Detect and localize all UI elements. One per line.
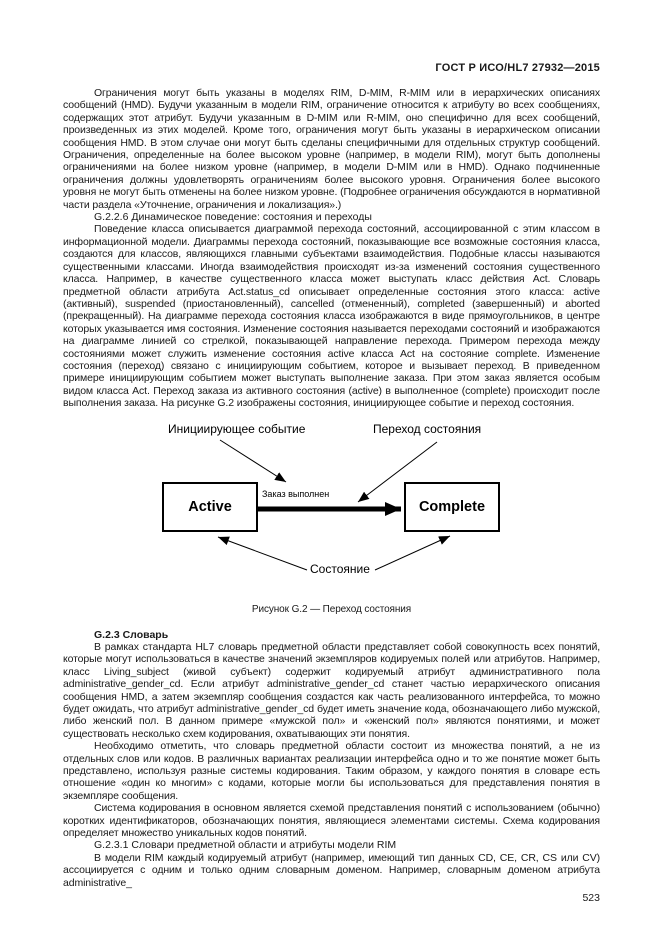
paragraph-constraints: Ограничения могут быть указаны в моделях RIM, D-MIM, R-MIM или в иерархических описаниях сообщений (HMD). Будучи указанным в модели RIM, ограничение относится к атрибуту во всех сообщениях, содержащих этот атрибут. Будучи указанным в D-MIM или R-MIM, оно специфично для всех сообщений, произведенных из этих моделей. Кроме того, ограничения могут быть указаны в иерархическом описании сообщения HMD. В этом случае они могут быть сделаны специфичными для отдельных структур сообщений. Ограничения, определенные на более высоком уровне (например, в модели RIM), могут быть дополнены ограничениями на более низком уровне (например, в модели D-MIM или в HMD). Однако подчиненные ограничения должны удовлетворять ограничениям более высокого уровня. Ограничения более высокого уровня не могут быть отменены на более низком уровне. (Подробнее ограничения обсуждаются в нормативной части раздела «Уточнение, ограничения и локализация».) (63, 87, 600, 211)
paragraph-coding-system: Система кодирования в основном является схемой представления понятий с использованием (обычно) коротких идентификаторов, обозначающих понятия, являющиеся элементами системы. Схема кодирования определяет множество уникальных кодов понятий. (63, 802, 600, 840)
paragraph-behavior: Поведение класса описывается диаграммой перехода состояний, ассоциированной с этим классом в информационной модели. Диаграммы перехода состояний, показывающие все возможные состояния класса, создаются для классов, являющихся главными субъектами взаимодействия. Подобные классы называются существенными классами. Иногда взаимодействия происходят из-за изменений состояния существенного класса. Например, в качестве существенного класса может выступать класс действия Act. Словарь предметной области атрибута Act.status_cd описывает определенные состояния этого класса: active (активный), suspended (приостановленный), cancelled (отмененный), completed (завершенный) и aborted (прекращенный). На диаграмме перехода состояния класса изображаются в виде прямоугольников, в центре которых указывается имя состояния. Изменение состояния называется переходами состояний и изображаются на диаграмме линией со стрелкой, показывающей направление перехода. Примером перехода между состояниями может служить изменение состояния active класса Act на состояние complete. Изменение состояния (переход) связано с инициирующим событием, которое и вызывает переход. В приведенном примере инициирующим событием может выступать выполнение заказа. При этом заказ является особым видом класса Act. Переход заказа из активного состояния (active) в выполненное (complete) происходит после выполнения заказа. На рисунке G.2 изображены состояния, инициирующее событие и переход состояния. (63, 223, 600, 410)
initiating-event-arrow (220, 440, 286, 482)
label-state: Состояние (310, 561, 370, 576)
label-initiating-event: Инициирующее событие (168, 421, 306, 436)
state-box-complete: Complete (404, 482, 500, 532)
label-state-transition: Переход состояния (373, 421, 482, 436)
heading-g2-3: G.2.3 Словарь (94, 628, 169, 641)
spacer (63, 410, 600, 416)
paragraph-concepts: Необходимо отметить, что словарь предметной области состоит из множества понятий, а не из отдельных слов или кодов. В различных вариантах реализации интерфейса одно и то же понятие может быть представлено, используя разные системы кодирования. Таким образом, у каждого понятия в словаре есть отношение «один ко многим» с кодами, которые могли бы использоваться для представления понятия в экземпляре сообщения. (63, 740, 600, 802)
figure-g2-state-transition-diagram (131, 418, 611, 582)
state-pointer-left-arrow (218, 537, 307, 570)
paragraph-rim-attributes: В модели RIM каждый кодируемый атрибут (например, имеющий тип данных CD, CE, CR, CS или CV) ассоциируется с одним и только одним словарным доменом. Например, словарным доменом атрибута administrative_ (63, 851, 600, 889)
label-order-completed: Заказ выполнен (262, 488, 330, 499)
figure-caption: Рисунок G.2 — Переход состояния (251, 603, 412, 615)
heading-g2-3-1: G.2.3.1 Словари предметной области и атрибуты модели RIM (94, 839, 397, 852)
page-header-title: ГОСТ Р ИСО/HL7 27932—2015 (435, 62, 600, 74)
page-number: 523 (582, 892, 600, 905)
state-box-active: Active (162, 482, 258, 532)
paragraph-vocabulary: В рамках стандарта HL7 словарь предметной области представляет собой совокупность всех понятий, которые могут использоваться в качестве значений экземпляров кодируемых полей или атрибутов. Например, класс Living_subject (живой субъект) содержит кодируемый атрибут административного пола administrative_gender_cd. Если атрибут administrative_gender_cd станет частью иерархического описания сообщения HMD, а затем экземпляр сообщения создастся как часть реализованного интерфейса, то можно будет ожидать, что атрибут administrative_gender_cd будет иметь значение кода, обозначающего либо мужской, либо женский пол. В данном примере «мужской пол» и «женский пол» являются понятиями, и может существовать несколько схем кодирования, охватывающих эти понятия. (63, 640, 600, 740)
state-pointer-right-arrow (375, 536, 450, 570)
heading-g2-2-6: G.2.2.6 Динамическое поведение: состояния и переходы (94, 211, 372, 224)
